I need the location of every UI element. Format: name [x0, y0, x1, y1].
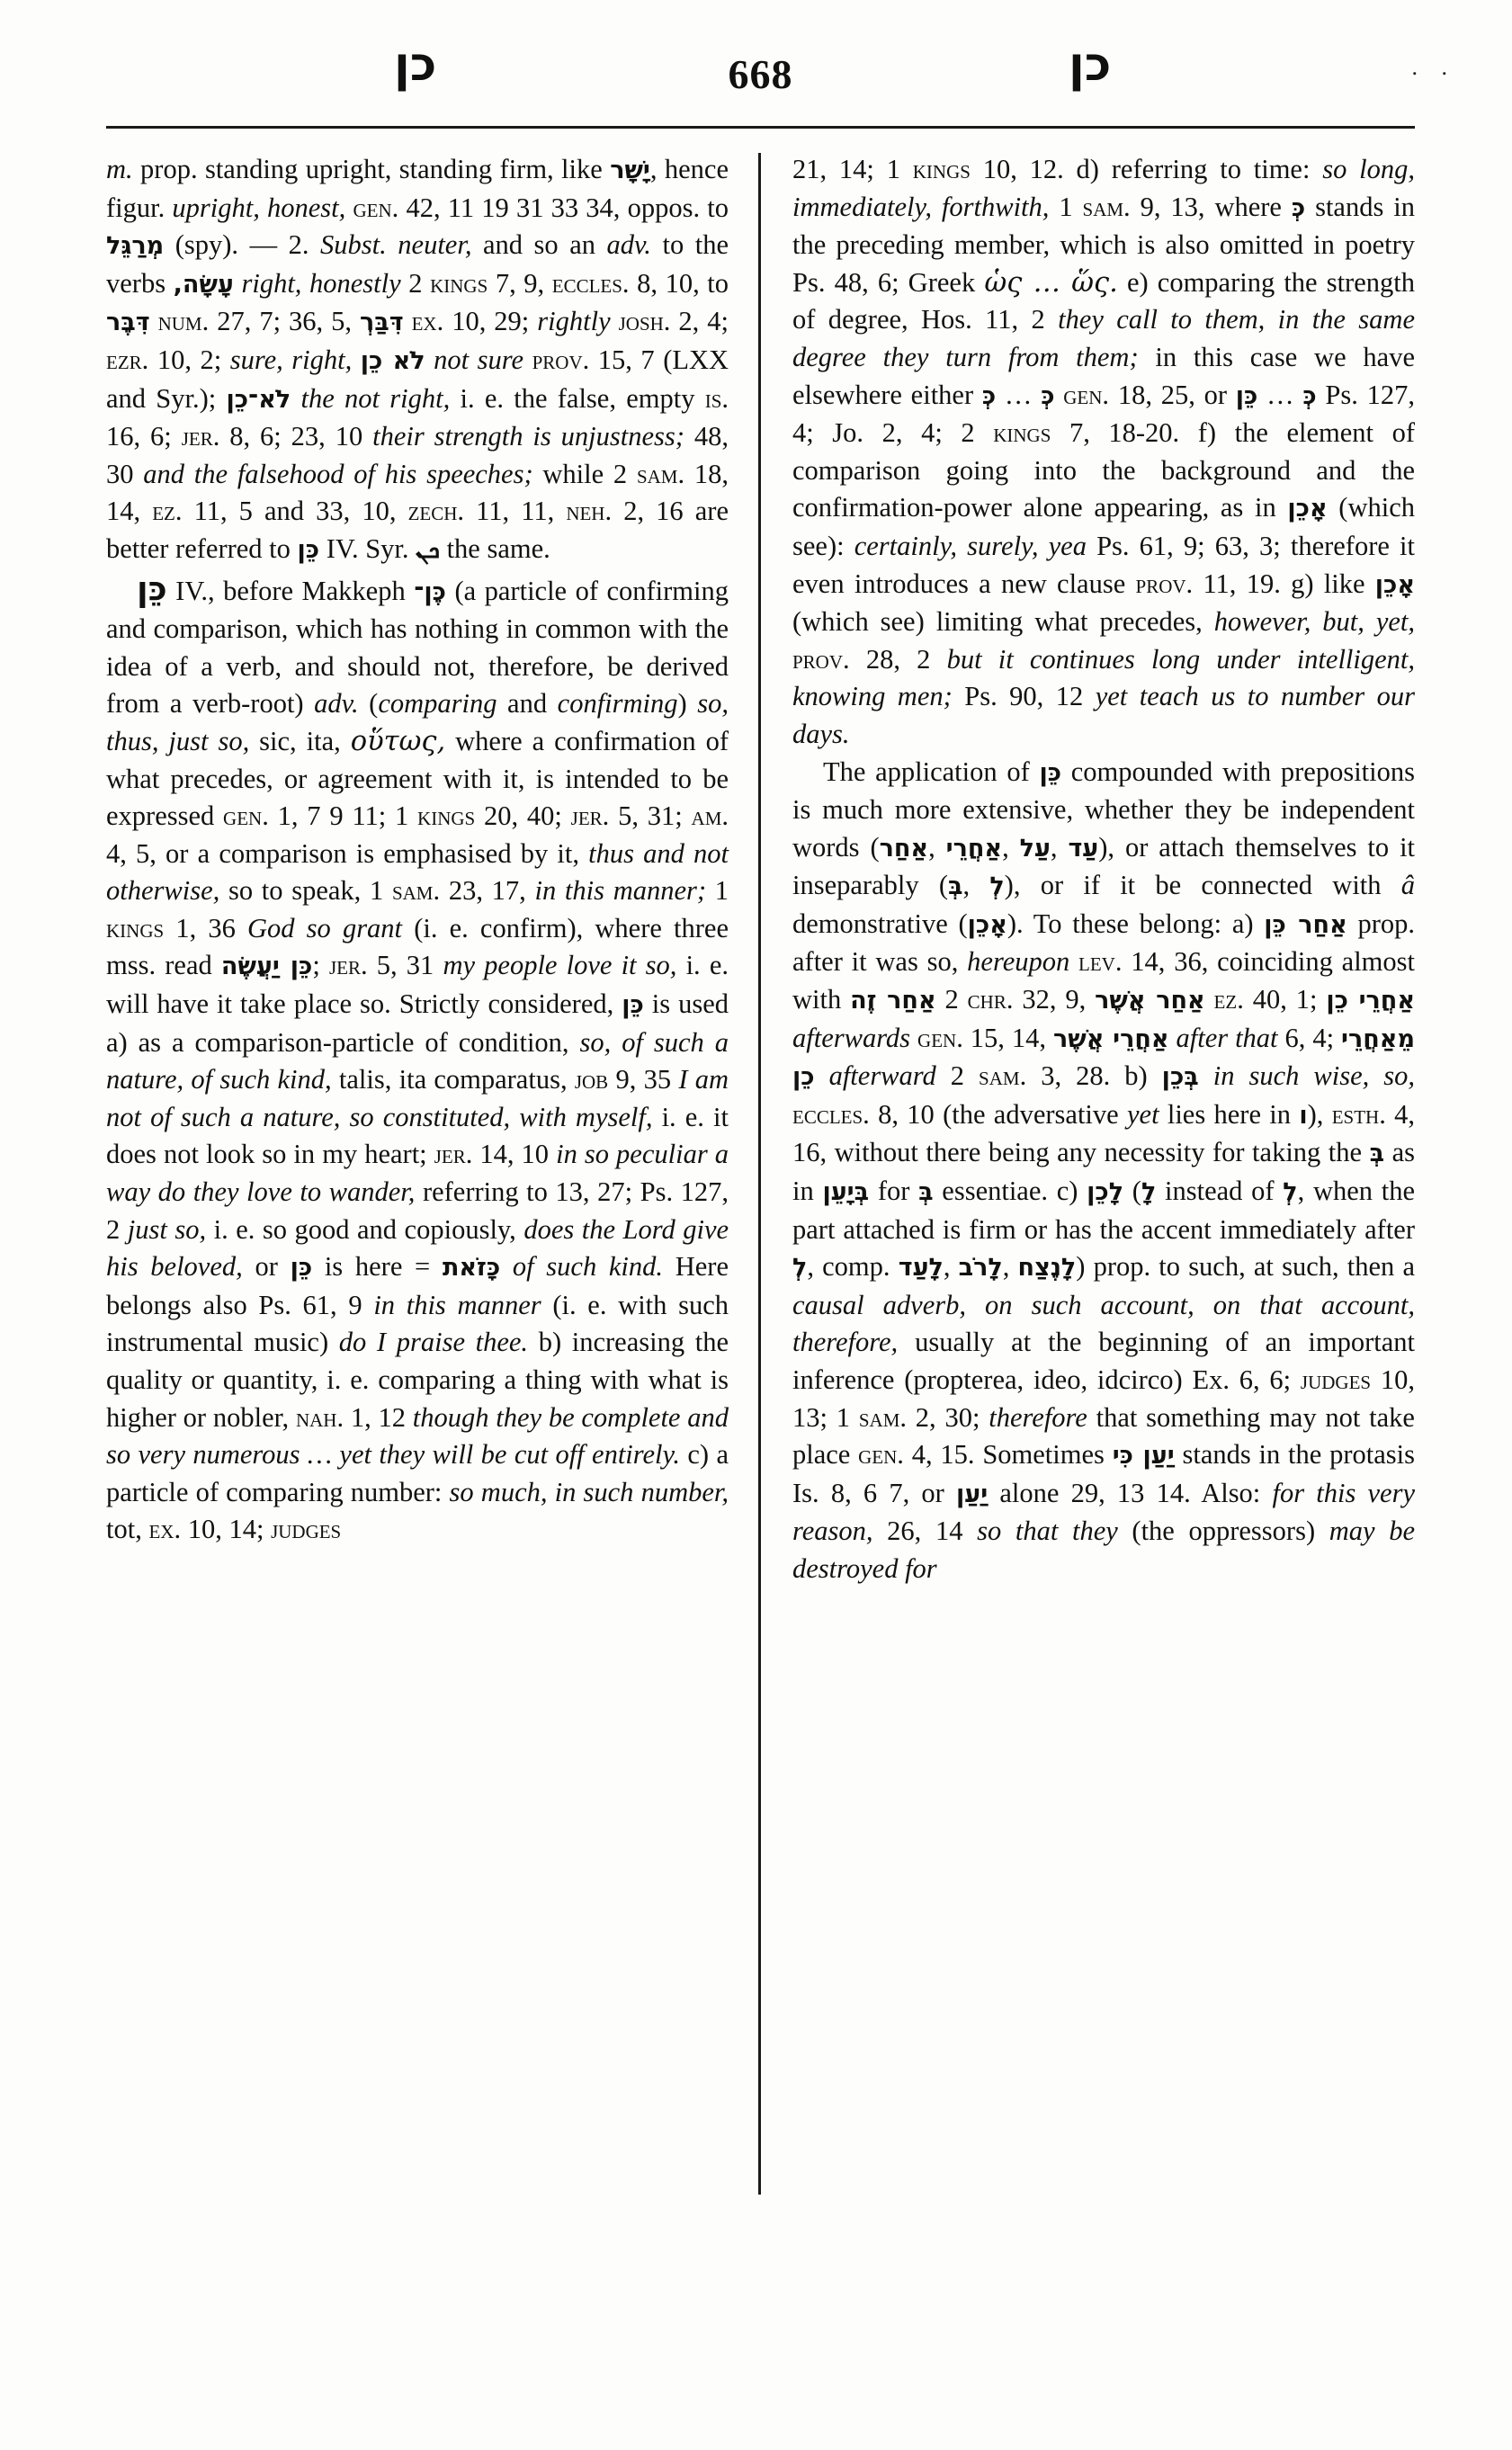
scripture-reference: kings — [430, 267, 488, 299]
scripture-reference: josh. — [618, 306, 671, 337]
hebrew-word: אָכֵן — [1287, 495, 1328, 523]
hebrew-word: בְּיָעֵן — [822, 1178, 870, 1207]
scripture-reference: zech. — [407, 496, 465, 527]
scripture-reference: eccles. — [551, 267, 630, 299]
hebrew-word: אַחַר כֵּן — [1264, 910, 1347, 939]
hebrew-word: אַחַר אֲשֶׁר — [1095, 987, 1205, 1015]
scripture-reference: ez. — [152, 496, 183, 527]
greek-word: ὡς … ὥς. — [984, 266, 1118, 299]
emphasis-text: Subst. neuter, — [320, 229, 472, 261]
scripture-reference: sam. — [979, 1060, 1027, 1092]
hebrew-word: לָכֵן — [1087, 1178, 1124, 1207]
emphasis-text: do I praise thee. — [338, 1327, 529, 1358]
emphasis-text: in so peculiar a way do they love to wander, — [106, 1139, 729, 1208]
column-divider — [758, 153, 761, 2195]
emphasis-text: not sure — [434, 344, 524, 375]
emphasis-text: of such kind. — [512, 1251, 664, 1283]
scripture-reference: neh. — [566, 496, 613, 527]
hebrew-word: אַחַר — [879, 834, 929, 863]
running-head — [106, 38, 1415, 117]
hebrew-word: לֹא־כֵן — [226, 385, 291, 414]
scripture-reference: ex. — [148, 1514, 182, 1545]
emphasis-text: upright, honest, — [172, 192, 346, 223]
emphasis-text: adv. — [606, 229, 651, 261]
left-column — [106, 151, 729, 1549]
emphasis-text: sure, right, — [229, 344, 353, 375]
hebrew-word: בְּכֵן — [1161, 1063, 1199, 1092]
emphasis-text: just so, — [127, 1213, 207, 1245]
hebrew-word: אַחֲרֵי כֵן — [1326, 987, 1415, 1015]
page-number: 668 — [728, 51, 793, 97]
running-head-hebrew-left: כן — [394, 38, 437, 92]
scripture-reference: prov. — [792, 643, 850, 675]
emphasis-text: after that — [1176, 1022, 1278, 1053]
header-rule — [106, 126, 1415, 129]
hebrew-word: לֹא כֵן — [360, 346, 425, 375]
hebrew-word: מֵאַחֲרֵי כֵן — [792, 1024, 1415, 1092]
scripture-reference: nah. — [295, 1401, 344, 1433]
hebrew-word: יַעַן — [955, 1480, 989, 1508]
scripture-reference: gen. — [223, 800, 269, 832]
emphasis-text: and the falsehood of his speeches; — [143, 458, 533, 489]
syriac-word: ܟܢ — [416, 536, 440, 564]
hebrew-word: עַד — [1068, 834, 1099, 863]
hebrew-word: ו — [1299, 1101, 1308, 1130]
emphasis-text: in such wise, so, — [1212, 1060, 1415, 1092]
emphasis-text: m. — [106, 154, 133, 184]
emphasis-text: causal adverb, on such account, on that account, therefore, — [792, 1289, 1415, 1358]
scripture-reference: gen. — [1063, 379, 1110, 410]
hebrew-word: כֵּן — [290, 1254, 313, 1283]
emphasis-text: does the Lord give his beloved, — [106, 1213, 729, 1283]
emphasis-text: but it continues long under intelligent, knowing men; — [792, 643, 1415, 712]
hebrew-word: לְ — [1283, 1178, 1298, 1207]
dictionary-paragraph: 21, 14; 1 kings 10, 12. d) referring to time: so long, immediately, forthwith, 1 sam. 9, 13, where כְּ stands in the preceding member, which is also omitted in poetry Ps. 48, 6; Greek ὡς … ὥς. e) comparing the strength of degree, Hos. 11, 2 they call to them, in the same degree they turn from them; in this case we have elsewhere either כְּ … כְּ gen. 18, 25, or כֵּן … כְּ Ps. 127, 4; Jo. 2, 4; 2 kings 7, 18-20. f) the element of comparison going into the background and the confirmation-power alone appearing, as in אָכֵן (which see): certainly, surely, yea Ps. 61, 9; 63, 3; therefore it even introduces a new clause prov. 11, 19. g) like אָכֵן (which see) limiting what precedes, however, but, yet, prov. 28, 2 but it continues long under intelligent, knowing men; Ps. 90, 12 yet teach us to number our days. — [792, 154, 1416, 749]
scripture-reference: esth. — [1331, 1098, 1386, 1130]
hebrew-word: עָשָׂה, — [173, 270, 234, 299]
hebrew-word: לְ — [792, 1254, 808, 1283]
scripture-reference: sam. — [391, 875, 441, 907]
scripture-reference: jer. — [328, 950, 368, 981]
scripture-reference: chr. — [967, 984, 1014, 1015]
hebrew-word: כְּ — [1291, 193, 1306, 222]
scripture-reference: is. — [704, 382, 729, 414]
emphasis-text: so much, in such number, — [449, 1476, 729, 1507]
emphasis-text: so, thus, just so, — [106, 688, 729, 756]
scripture-reference: jer. — [434, 1139, 473, 1170]
scripture-reference: jer. — [570, 800, 610, 832]
emphasis-text: right, honestly — [241, 267, 401, 299]
emphasis-text: so, of such a nature, of such kind, — [106, 1026, 729, 1095]
running-head-hebrew-right: כן — [1069, 38, 1112, 92]
emphasis-text: in this manner — [373, 1289, 541, 1320]
emphasis-text: thus and not otherwise, — [106, 837, 729, 907]
scripture-reference: sam. — [636, 458, 685, 489]
emphasis-text: for this very reason, — [792, 1477, 1415, 1547]
hebrew-word: דִּבֶּר — [106, 308, 150, 337]
hebrew-word: אָכֵן — [967, 910, 1007, 939]
emphasis-text: they call to them, in the same degree they turn from them; — [792, 304, 1415, 372]
emphasis-text: their strength is unjustness; — [372, 421, 684, 452]
emphasis-text: certainly, surely, yea — [854, 530, 1087, 561]
greek-word: οὕτως, — [350, 725, 446, 757]
emphasis-text: my people love it so, — [443, 950, 677, 981]
emphasis-text: â — [1400, 870, 1416, 901]
hebrew-word: בְּ — [1369, 1140, 1385, 1168]
hebrew-word: יַעַן כִּי — [1112, 1442, 1175, 1471]
scripture-reference: sam. — [1082, 191, 1131, 222]
scripture-reference: kings — [417, 800, 476, 832]
hebrew-word: לָ — [1141, 1178, 1157, 1207]
emphasis-text: however, but, yet, — [1213, 606, 1415, 638]
scripture-reference: ex. — [411, 306, 444, 337]
emphasis-text: yet — [1127, 1098, 1159, 1130]
scripture-reference: jer. — [181, 421, 220, 452]
scripture-reference: lev. — [1078, 946, 1123, 978]
scripture-reference: job — [574, 1064, 609, 1095]
emphasis-text: adv. — [314, 688, 359, 720]
hebrew-word: בְּ — [947, 872, 963, 901]
emphasis-text: God so grant — [247, 912, 403, 943]
scripture-reference: eccles. — [792, 1098, 870, 1130]
scripture-reference: ezr. — [106, 344, 149, 375]
emphasis-text: they — [1071, 1516, 1118, 1547]
hebrew-word: לָעַד — [898, 1254, 944, 1283]
scripture-reference: num. — [157, 306, 210, 337]
hebrew-word: אַחַר זֶה — [850, 987, 936, 1015]
scripture-reference: gen. — [353, 192, 399, 223]
emphasis-text: rightly — [537, 306, 611, 337]
emphasis-text: comparing — [378, 688, 497, 720]
corner-marks: . . — [1411, 54, 1456, 80]
hebrew-word: כְּ — [981, 381, 997, 410]
scripture-reference: ez. — [1213, 984, 1244, 1015]
scripture-reference: kings — [993, 417, 1051, 449]
scripture-reference: sam. — [858, 1401, 907, 1433]
right-column — [792, 151, 1415, 1588]
hebrew-word: יָשָׁר — [610, 156, 650, 184]
scripture-reference: am. — [691, 800, 729, 832]
hebrew-word: כְּ — [1041, 381, 1055, 410]
emphasis-text: the not right, — [300, 382, 451, 414]
hebrew-word: לָנֶצַח — [1017, 1254, 1077, 1283]
hebrew-word: בְּ — [918, 1178, 934, 1207]
emphasis-text: so long, immediately, forthwith, — [792, 154, 1415, 222]
scripture-reference: prov. — [532, 344, 590, 375]
scripture-reference: gen. — [917, 1022, 963, 1053]
hebrew-word: כֵּן — [1235, 381, 1258, 410]
hebrew-word: כְּ — [1302, 381, 1317, 410]
hebrew-word: לָרֹב — [958, 1254, 1003, 1283]
columns-container — [106, 151, 1415, 2220]
hebrew-word: דִּבַּרְ — [360, 308, 404, 337]
emphasis-text: afterward — [828, 1060, 936, 1092]
hebrew-word: לְ — [989, 872, 1005, 901]
scripture-reference: kings — [912, 154, 971, 184]
dictionary-paragraph: m. prop. standing upright, standing firm, like יָשָׁר, hence figur. upright, honest, gen. 42, 11 19 31 33 34, oppos. to מְרַגֵּל (spy). — 2. Subst. neuter, and so an adv. to the verbs עָשָׂה, right, honestly 2 kings 7, 9, eccles. 8, 10, to דִּבֶּר num. 27, 7; 36, 5, דִּבַּרְ ex. 10, 29; rightly josh. 2, 4; ezr. 10, 2; sure, right, לֹא כֵן not sure prov. 15, 7 (LXX and Syr.); לֹא־כֵן the not right, i. e. the false, empty is. 16, 6; jer. 8, 6; 23, 10 their strength is unjustness; 48, 30 and the falsehood of his speeches; while 2 sam. 18, 14, ez. 11, 5 and 33, 10, zech. 11, 11, neh. 2, 16 are better referred to כֵּן IV. Syr. ܟܢ the same. — [106, 154, 729, 564]
hebrew-word: אָכֵן — [1374, 570, 1415, 599]
emphasis-text: I am not of such a nature, so constituted, with myself, — [106, 1064, 729, 1132]
scripture-reference: judges — [1300, 1364, 1372, 1395]
emphasis-text: yet teach us to number our days. — [792, 681, 1416, 749]
scripture-reference: gen. — [858, 1439, 904, 1471]
hebrew-word: כֵּן — [622, 991, 644, 1020]
hebrew-word: כָּזֹאת — [442, 1254, 501, 1283]
hebrew-word: מְרַגֵּל — [106, 232, 165, 261]
hebrew-word: כֵּן — [1039, 758, 1061, 787]
emphasis-text: though they be complete and so very numerous … yet they will be cut off entirely. — [106, 1401, 729, 1471]
hebrew-word: אַחֲרֵי אֲשֶׁר — [1052, 1024, 1169, 1053]
hebrew-word: כֵּן — [297, 535, 320, 564]
scripture-reference: prov. — [1135, 568, 1194, 599]
hebrew-word: כֵּן יַעֲשֶׂה — [220, 952, 313, 981]
emphasis-text: hereupon — [967, 946, 1070, 978]
hebrew-word: עַל — [1019, 834, 1051, 863]
dictionary-paragraph: The application of כֵּן compounded with prepositions is much more extensive, whether they be independent words (אַחַר, אַחֲרֵי, עַל, עַד), or attach themselves to it inseparably (בְּ, לְ), or if it be connected with â demonstrative (אָכֵן). To these belong: a) אַחַר כֵּן prop. after it was so, hereupon lev. 14, 36, coinciding almost with אַחַר זֶה 2 chr. 32, 9, אַחַר אֲשֶׁר ez. 40, 1; אַחֲרֵי כֵן afterwards gen. 15, 14, אַחֲרֵי אֲשֶׁר after that 6, 4; מֵאַחֲרֵי כֵן afterward 2 sam. 3, 28. b) בְּכֵן in such wise, so, eccles. 8, 10 (the adversative yet lies here in ו), esth. 4, 16, without there being any necessity for taking the בְּ as in בְּיָעֵן for בְּ essentiae. c) לָכֵן (לָ instead of לְ, when the part attached is firm or has the accent immediately after לְ, comp. לָעַד, לָרֹב, לָנֶצַח) prop. to such, at such, then a causal adverb, on such account, on that account, therefore, usually at the beginning of an important inference (propterea, ideo, idcirco) Ex. 6, 6; judges 10, 13; 1 sam. 2, 30; therefore that something may not take place gen. 4, 15. Sometimes יַעַן כִּי stands in the protasis Is. 8, 6 7, or יַעַן alone 29, 13 14. Also: for this very reason, 26, 14 so that they (the oppressors) may be destroyed for — [792, 756, 1416, 1584]
emphasis-text: therefore — [989, 1401, 1087, 1433]
emphasis-text: in this manner; — [534, 875, 707, 907]
emphasis-text: confirming — [557, 688, 678, 720]
emphasis-text: so that — [977, 1516, 1059, 1547]
emphasis-text: afterwards — [792, 1022, 911, 1053]
scripture-reference: kings — [106, 912, 165, 943]
hebrew-word: אַחֲרֵי — [945, 834, 1003, 863]
dictionary-paragraph: כֵּן IV., before Makkeph כֶּן־ (a particle of confirming and comparison, which has nothing in common with the idea of a verb, and should not, therefore, be derived from a verb-root) adv. (comparing and confirming) so, thus, just so, sic, ita, οὕτως, where a confirmation of what precedes, or agreement with it, is intended to be expressed gen. 1, 7 9 11; 1 kings 20, 40; jer. 5, 31; am. 4, 5, or a comparison is emphasised by it, thus and not otherwise, so to speak, 1 sam. 23, 17, in this manner; 1 kings 1, 36 God so grant (i. e. confirm), where three mss. read כֵּן יַעֲשֶׂה; jer. 5, 31 my people love it so, i. e. will have it take place so. Strictly considered, כֵּן is used a) as a comparison-particle of condition, so, of such a nature, of such kind, talis, ita comparatus, job 9, 35 I am not of such a nature, so constituted, with myself, i. e. it does not look so in my heart; jer. 14, 10 in so peculiar a way do they love to wander, referring to 13, 27; Ps. 127, 2 just so, i. e. so good and copiously, does the Lord give his beloved, or כֵּן is here = כָּזֹאת of such kind. Here belongs also Ps. 61, 9 in this manner (i. e. with such instrumental music) do I praise thee. b) increasing the quality or quantity, i. e. comparing a thing with what is higher or nobler, nah. 1, 12 though they be complete and so very numerous … yet they will be cut off entirely. c) a particle of comparing number: so much, in such number, tot, ex. 10, 14; judges — [106, 568, 729, 1545]
emphasis-text: may be destroyed for — [792, 1516, 1415, 1584]
hebrew-word: כֶּן־ — [414, 577, 446, 606]
scripture-reference: judges — [271, 1514, 342, 1545]
hebrew-word: כֵּן — [137, 568, 167, 608]
